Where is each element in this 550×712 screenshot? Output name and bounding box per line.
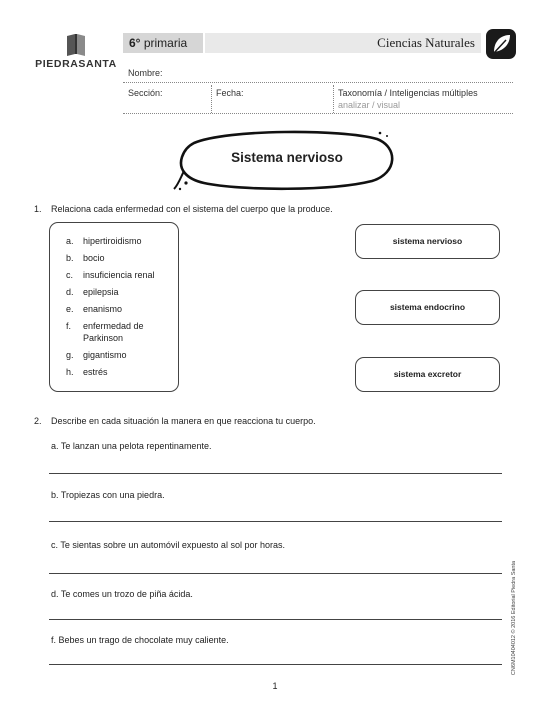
list-item[interactable]: f. enfermedad de — [66, 321, 144, 331]
list-item[interactable]: d. epilepsia — [66, 287, 119, 297]
subject-title: Ciencias Naturales — [205, 33, 481, 53]
situation-a: a. Te lanzan una pelota repentinamente. — [51, 441, 212, 451]
date-label: Fecha: — [216, 88, 244, 98]
system-box-excretory[interactable]: sistema excretor — [355, 357, 500, 392]
page-number: 1 — [272, 681, 278, 691]
list-item[interactable]: a. hipertiroidismo — [66, 236, 142, 246]
list-item-continued: Parkinson — [83, 333, 124, 343]
q2-number: 2. — [34, 416, 42, 426]
taxonomy-label: Taxonomía / Inteligencias múltiples — [338, 88, 478, 98]
situation-b: b. Tropiezas con una piedra. — [51, 490, 165, 500]
q1-text: Relaciona cada enfermedad con el sistema del cuerpo que la produce. — [51, 204, 333, 214]
list-item[interactable]: b. bocio — [66, 253, 105, 263]
list-item[interactable]: h. estrés — [66, 367, 108, 377]
section-label: Sección: — [128, 88, 163, 98]
situation-c: c. Te sientas sobre un automóvil expuesto al sol por horas. — [51, 540, 285, 550]
system-box-endocrine[interactable]: sistema endocrino — [355, 290, 500, 325]
situation-d: d. Te comes un trozo de piña ácida. — [51, 589, 193, 599]
publisher-logo — [30, 32, 122, 72]
brand-name: PIEDRASANTA — [35, 58, 117, 70]
leaf-icon — [484, 27, 518, 61]
list-item[interactable]: c. insuficiencia renal — [66, 270, 155, 280]
situation-f: f. Bebes un trago de chocolate muy caliente. — [51, 635, 229, 645]
answer-line[interactable] — [49, 473, 502, 474]
taxonomy-detail: analizar / visual — [338, 100, 401, 110]
name-field[interactable] — [123, 82, 513, 83]
q1-number: 1. — [34, 204, 42, 214]
field-divider — [211, 85, 212, 113]
section-date-field[interactable] — [123, 113, 513, 114]
answer-line[interactable] — [49, 573, 502, 574]
grade-word: primaria — [143, 36, 188, 50]
field-divider — [333, 85, 334, 113]
copyright-code: CN6M10404012 © 2016 Editorial Piedra Santa — [511, 560, 517, 676]
system-box-nervous[interactable]: sistema nervioso — [355, 224, 500, 259]
grade-label — [123, 33, 203, 53]
list-item[interactable]: e. enanismo — [66, 304, 123, 314]
book-icon — [65, 32, 87, 56]
name-label: Nombre: — [128, 68, 163, 78]
answer-line[interactable] — [49, 619, 502, 620]
grade-number: 6° — [129, 36, 141, 50]
answer-line[interactable] — [49, 521, 502, 522]
q2-text: Describe en cada situación la manera en que reacciona tu cuerpo. — [51, 416, 316, 426]
list-item[interactable]: g. gigantismo — [66, 350, 127, 360]
answer-line[interactable] — [49, 664, 502, 665]
worksheet-title: Sistema nervioso — [231, 150, 343, 165]
